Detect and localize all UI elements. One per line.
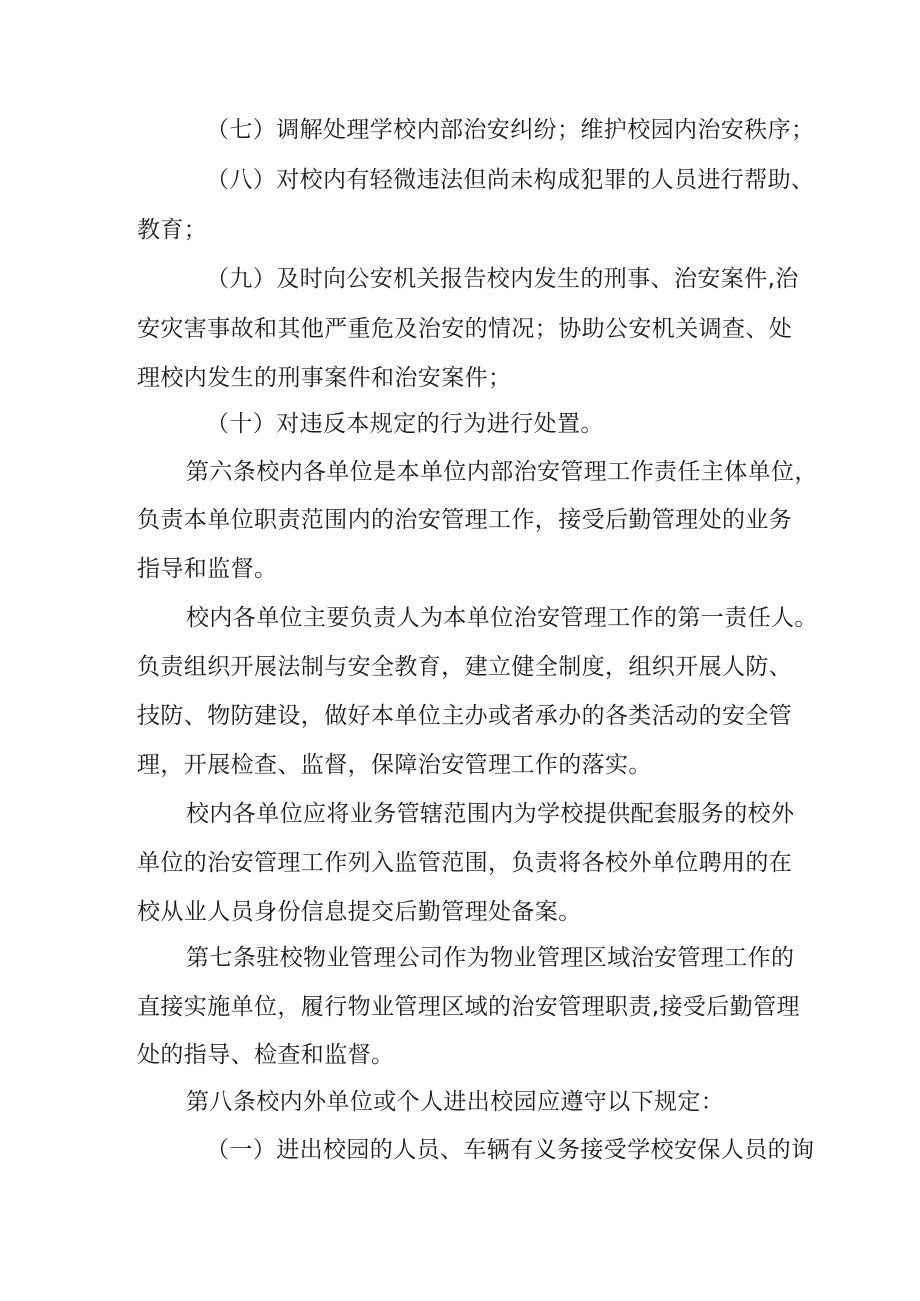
paragraph-line: （一）进出校园的人员、车辆有义务接受学校安保人员的询: [206, 1137, 815, 1163]
paragraph-line: 负责本单位职责范围内的治安管理工作，接受后勤管理处的业务: [137, 507, 793, 533]
paragraph-line: 单位的治安管理工作列入监管范围，负责将各校外单位聘用的在: [137, 850, 793, 876]
paragraph-line: 安灾害事故和其他严重危及治安的情况；协助公安机关调查、处: [137, 316, 793, 342]
paragraph-line: 第八条校内外单位或个人进出校园应遵守以下规定：: [186, 1089, 725, 1115]
paragraph-line: 处的指导、检查和监督。: [137, 1042, 395, 1068]
paragraph-line: 理，开展检查、监督，保障治安管理工作的落实。: [137, 752, 652, 778]
paragraph-line: 技防、物防建设，做好本单位主办或者承办的各类活动的安全管: [137, 703, 793, 729]
paragraph-line: （十）对违反本规定的行为进行处置。: [206, 411, 604, 437]
paragraph-line: （八）对校内有轻微违法但尚未构成犯罪的人员进行帮助、: [206, 167, 815, 193]
paragraph-line: 直接实施单位，履行物业管理区域的治安管理职责,接受后勤管理: [137, 994, 800, 1020]
paragraph-line: 校从业人员身份信息提交后勤管理处备案。: [137, 899, 582, 925]
paragraph-line: （九）及时向公安机关报告校内发生的刑事、治安案件,治: [206, 266, 799, 292]
paragraph-line: 指导和监督。: [137, 556, 278, 582]
paragraph-line: 第七条驻校物业管理公司作为物业管理区域治安管理工作的: [186, 945, 795, 971]
paragraph-line: 负责组织开展法制与安全教育，建立健全制度，组织开展人防、: [137, 654, 793, 680]
paragraph-line: 理校内发生的刑事案件和治安案件；: [137, 365, 512, 391]
paragraph-line: 校内各单位主要负责人为本单位治安管理工作的第一责任人。: [186, 605, 818, 631]
paragraph-line: 校内各单位应将业务管辖范围内为学校提供配套服务的校外: [186, 801, 795, 827]
paragraph-line: 教育；: [137, 217, 208, 243]
paragraph-line: 第六条校内各单位是本单位内部治安管理工作责任主体单位，: [186, 459, 818, 485]
paragraph-line: （七）调解处理学校内部治安纠纷；维护校园内治安秩序；: [206, 117, 815, 143]
